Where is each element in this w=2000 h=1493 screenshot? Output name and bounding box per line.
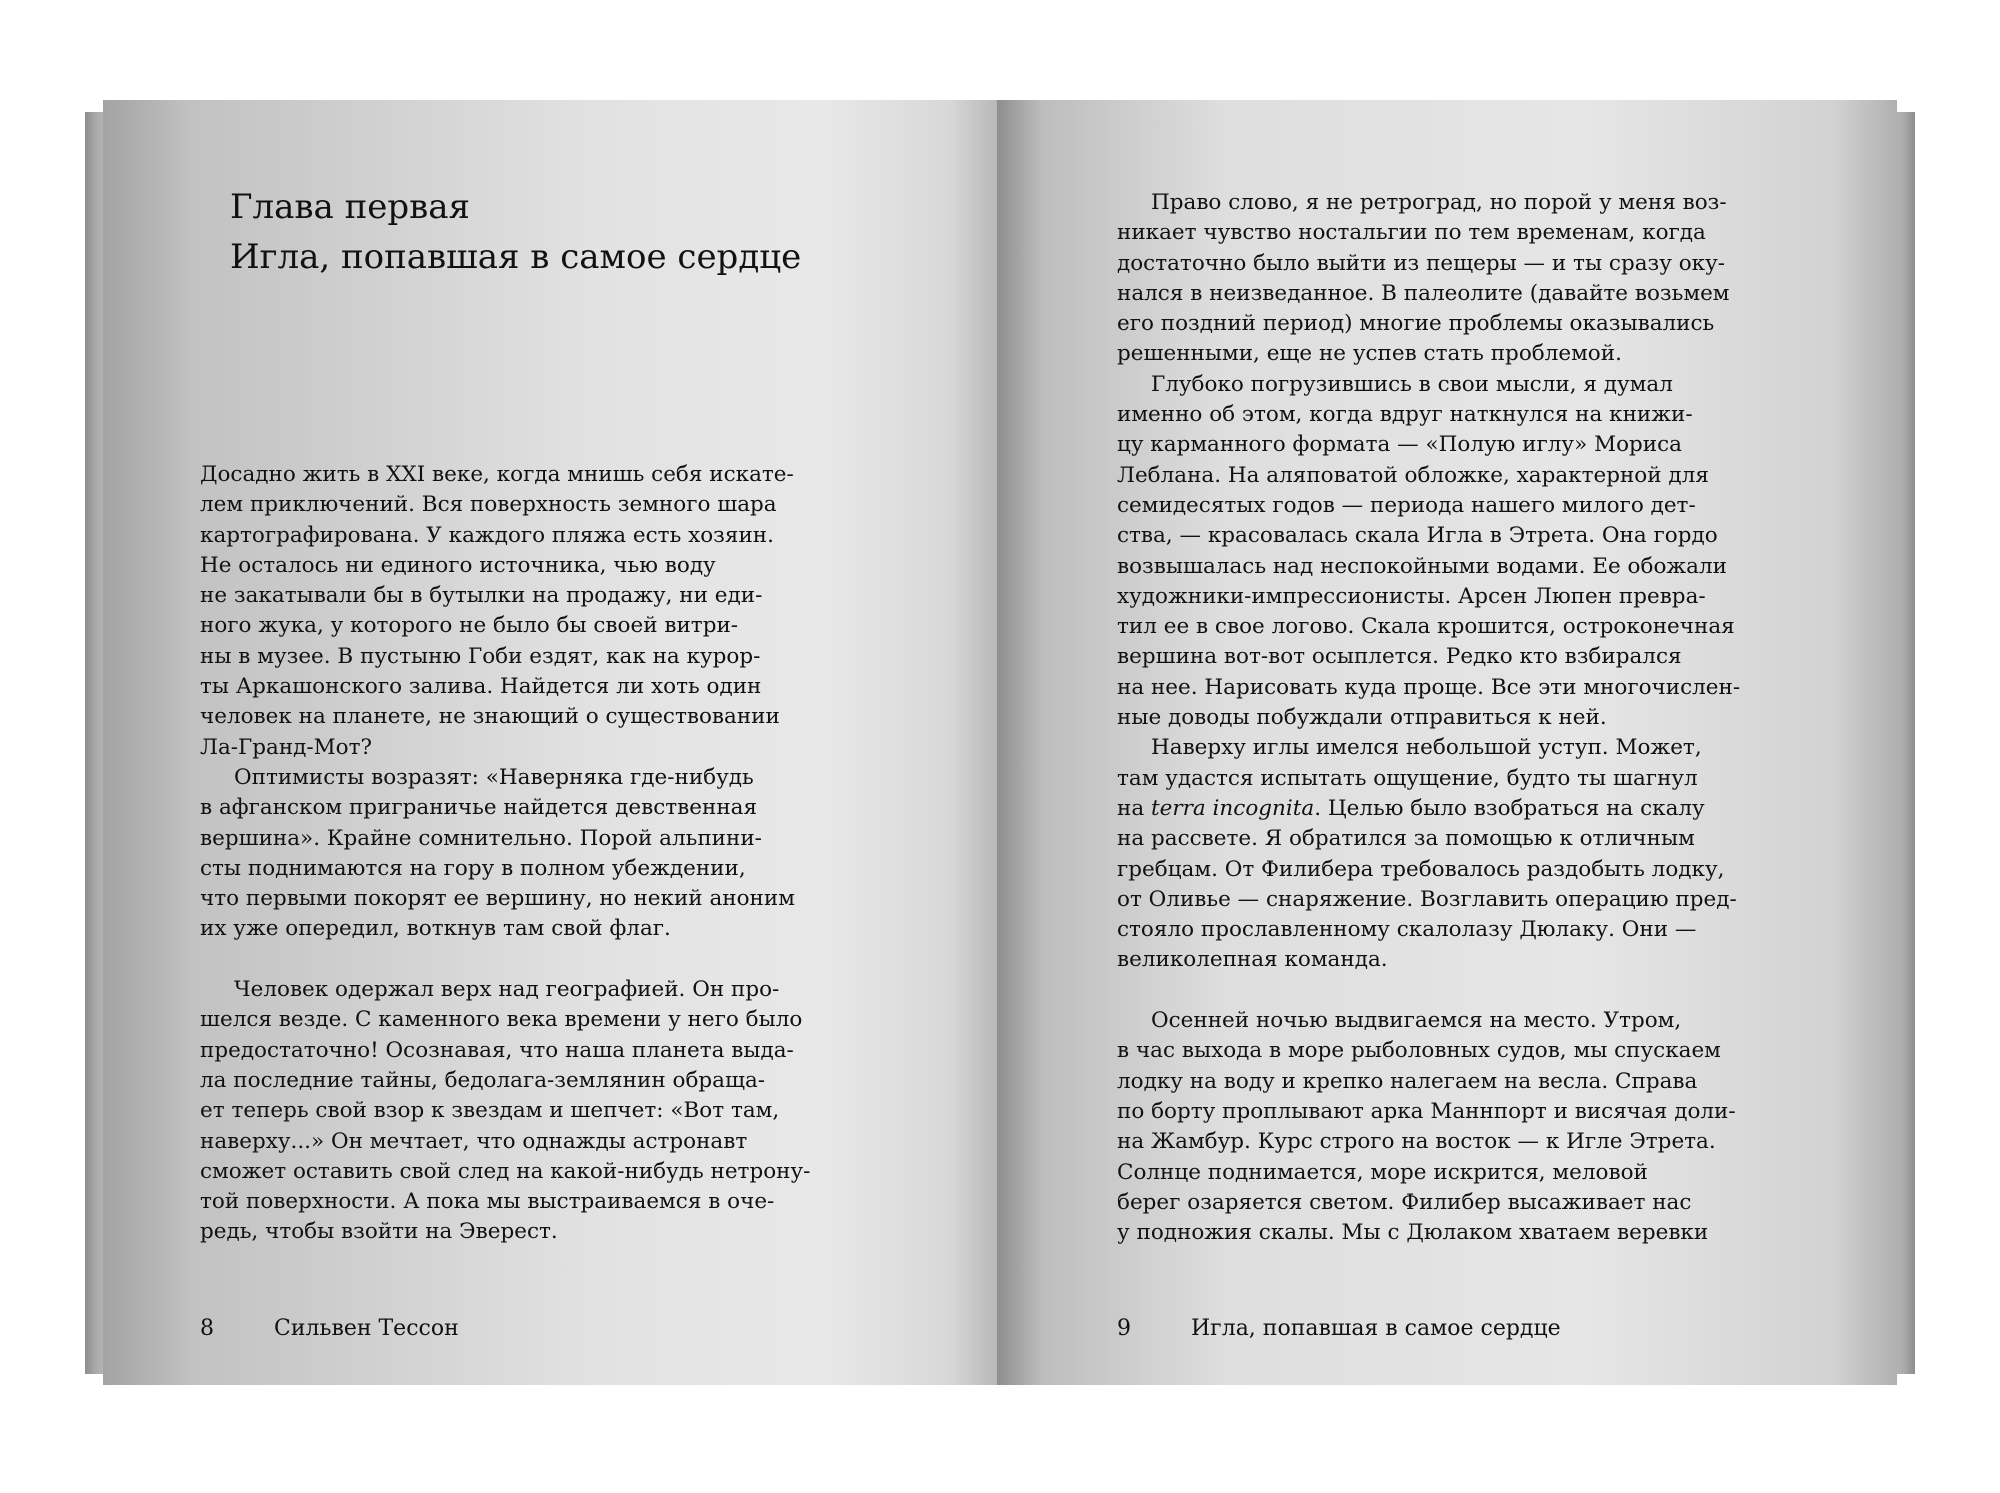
text-line: не закатывали бы в бутылки на продажу, ни еди-: [200, 583, 763, 609]
text-line: предостаточно! Осознавая, что наша планета выда-: [200, 1037, 794, 1063]
text-line: что первыми покорят ее вершину, но некий аноним: [200, 886, 795, 912]
chapter-title-line1: Глава первая: [230, 187, 471, 227]
text-line: никает чувство ностальгии по тем временам, когда: [1117, 220, 1706, 246]
text-line: шелся везде. С каменного века времени у него было: [200, 1007, 803, 1033]
text-line: там удастся испытать ощущение, будто ты шагнул: [1117, 765, 1698, 791]
paragraph-gap: [1117, 976, 1740, 1006]
text-line: на Жамбур. Курс строго на восток — к Игле Этрета.: [1117, 1129, 1716, 1155]
text-line: возвышалась над неспокойными водами. Ее обожали: [1117, 553, 1727, 579]
text-line: лодку на воду и крепко налегаем на весла. Справа: [1117, 1068, 1698, 1094]
text-line: от Оливье — снаряжение. Возглавить операцию пред-: [1117, 886, 1737, 912]
text-line: Осенней ночью выдвигаемся на место. Утром,: [1151, 1008, 1682, 1034]
text-line: ные доводы побуждали отправиться к ней.: [1117, 705, 1607, 731]
text-line: Ла-Гранд-Мот?: [200, 734, 373, 760]
text-line: цу карманного формата — «Полую иглу» Мориса: [1117, 432, 1682, 458]
left-page-body-text: [200, 460, 810, 1248]
text-line: у подножия скалы. Мы с Дюлаком хватаем веревки: [1117, 1220, 1709, 1246]
text-line: тил ее в свое логово. Скала крошится, остроконечная: [1117, 614, 1735, 640]
paragraph-gap: [200, 945, 810, 975]
left-page: [103, 100, 1003, 1385]
text-line: той поверхности. А пока мы выстраиваемся в оче-: [200, 1189, 775, 1215]
chapter-title: [230, 182, 801, 282]
text-line: Солнце поднимается, море искрится, меловой: [1117, 1159, 1648, 1185]
text-line: Наверху иглы имелся небольшой уступ. Может,: [1151, 735, 1702, 761]
running-head-author: Сильвен Тессон: [274, 1316, 459, 1341]
text-line: картографирована. У каждого пляжа есть хозяин.: [200, 522, 774, 548]
text-line: стояло прославленному скалолазу Дюлаку. Они —: [1117, 917, 1697, 943]
text-line: ет теперь свой взор к звездам и шепчет: «Вот там,: [200, 1098, 780, 1124]
running-head-title: Игла, попавшая в самое сердце: [1191, 1316, 1561, 1341]
text-line: Глубоко погрузившись в свои мысли, я думал: [1151, 371, 1673, 397]
text-line: ны в музее. В пустыню Гоби ездят, как на курор-: [200, 643, 761, 669]
text-line: ла последние тайны, бедолага-землянин обраща-: [200, 1067, 766, 1093]
text-line: гребцам. От Филибера требовалось раздобыть лодку,: [1117, 856, 1725, 882]
text-line: ного жука, у которого не было бы своей витри-: [200, 613, 739, 639]
chapter-title-line2: Игла, попавшая в самое сердце: [230, 237, 802, 277]
text-line: Леблана. На аляповатой обложке, характерной для: [1117, 462, 1709, 488]
text-line: вершина». Крайне сомнительно. Порой альпини-: [200, 825, 762, 851]
text-line: в афганском приграничье найдется девственная: [200, 795, 758, 821]
text-line: его поздний период) многие проблемы оказывались: [1117, 311, 1715, 337]
text-line: в час выхода в море рыболовных судов, мы спускаем: [1117, 1038, 1721, 1064]
italic-phrase: terra incognita: [1150, 795, 1315, 821]
text-line: на нее. Нарисовать куда проще. Все эти многочислен-: [1117, 674, 1741, 700]
text-line: Оптимисты возразят: «Наверняка где-нибудь: [234, 764, 754, 790]
text-line: Не осталось ни единого источника, чью воду: [200, 552, 716, 578]
text-line: именно об этом, когда вдруг наткнулся на книжи-: [1117, 402, 1693, 428]
text-line: их уже опередил, воткнув там свой флаг.: [200, 916, 671, 942]
text-line: по борту проплывают арка Маннпорт и висячая доли-: [1117, 1098, 1736, 1124]
text-line: на рассвете. Я обратился за помощью к отличным: [1117, 826, 1695, 852]
text-line: ты Аркашонского залива. Найдется ли хоть один: [200, 674, 762, 700]
text-line: Человек одержал верх над географией. Он про-: [234, 977, 780, 1003]
text-line: достаточно было выйти из пещеры — и ты сразу оку-: [1117, 250, 1726, 276]
text-line: на terra incognita. Целью было взобраться на скалу: [1117, 795, 1705, 821]
text-line: берег озаряется светом. Филибер высаживает нас: [1117, 1189, 1692, 1215]
text-line: ства, — красовалась скала Игла в Этрета. Она гордо: [1117, 523, 1718, 549]
text-line: семидесятых годов — периода нашего милого дет-: [1117, 492, 1696, 518]
right-page: [997, 100, 1897, 1385]
text-line: нался в неизведанное. В палеолите (давайте возьмем: [1117, 280, 1730, 306]
text-line: человек на планете, не знающий о существовании: [200, 704, 780, 730]
text-line: решенными, еще не успев стать проблемой.: [1117, 341, 1622, 367]
text-line: вершина вот-вот осыплется. Редко кто взбирался: [1117, 644, 1682, 670]
page-number: 8: [200, 1316, 214, 1341]
text-line: редь, чтобы взойти на Эверест.: [200, 1219, 558, 1245]
right-page-footer: [1117, 1314, 1561, 1344]
open-book: [85, 100, 1915, 1385]
text-line: сты поднимаются на гору в полном убеждении,: [200, 855, 746, 881]
text-line: Досадно жить в XXI веке, когда мнишь себя искате-: [200, 462, 794, 487]
text-line: лем приключений. Вся поверхность земного шара: [200, 492, 777, 518]
page-number: 9: [1117, 1316, 1131, 1341]
text-line: великолепная команда.: [1117, 947, 1388, 973]
left-page-footer: [200, 1314, 459, 1344]
text-line: художники-импрессионисты. Арсен Люпен превра-: [1117, 583, 1706, 609]
right-page-body-text: [1117, 188, 1740, 1248]
text-line: Право слово, я не ретроград, но порой у меня воз-: [1151, 190, 1727, 215]
text-line: наверху...» Он мечтает, что однажды астронавт: [200, 1128, 748, 1154]
text-line: сможет оставить свой след на какой-нибудь нетрону-: [200, 1158, 811, 1184]
